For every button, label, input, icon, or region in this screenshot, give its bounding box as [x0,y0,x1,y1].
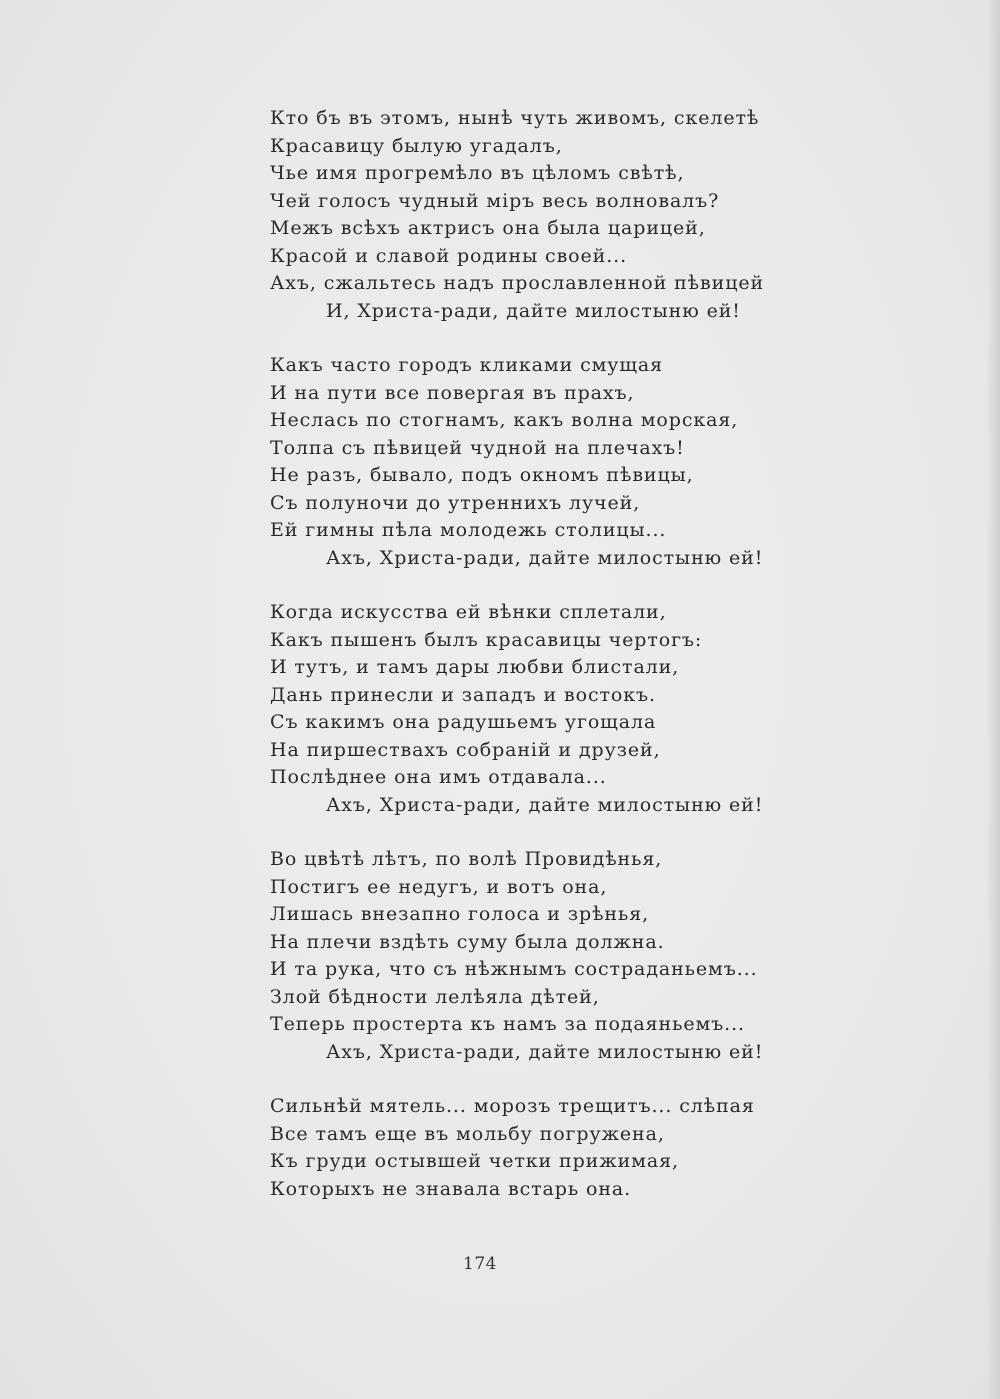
poem-line: Красой и славой родины своей... [270,244,628,267]
stanza-2 [270,352,830,572]
poem-line: Которыхъ не знавала встарь она. [270,1177,632,1200]
poem-line: Лишась внезапно голоса и зрѣнья, [270,903,650,925]
poem-line: Дань принесли и западъ и востокъ. [270,683,656,706]
poem-line: Межъ всѣхъ актрисъ она была царицей, [270,217,706,239]
stanza-5 [270,1093,830,1203]
poem-line: Толпа съ пѣвицей чудной на плечахъ! [270,436,685,459]
stanza-4 [270,846,830,1066]
refrain-line: Ахъ, Христа-ради, дайте милостыню ей! [326,793,764,816]
poem-line: Послѣднее она имъ отдавала... [270,766,607,788]
page-number: 174 [463,1254,497,1274]
poem-line: Все тамъ еще въ мольбу погружена, [270,1122,665,1145]
poem-text [270,105,830,1230]
stanza-3 [270,599,830,819]
refrain-line: И, Христа-ради, дайте милостыню ей! [326,299,741,322]
poem-line: И тутъ, и тамъ дары любви блистали, [270,656,680,678]
stanza-1 [270,105,830,325]
refrain-line: Ахъ, Христа-ради, дайте милостыню ей! [326,1040,764,1063]
poem-line: Во цвѣтѣ лѣтъ, по волѣ Провидѣнья, [270,848,663,870]
refrain-line: Ахъ, Христа-ради, дайте милостыню ей! [326,546,764,569]
poem-line: Чье имя прогремѣло въ цѣломъ свѣтѣ, [270,162,685,184]
page-edge-shadow [986,0,1000,1399]
poem-line: На плечи вздѣть суму была должна. [270,930,665,953]
poem-line: На пиршествахъ собраній и друзей, [270,738,661,761]
poem-line: Ей гимны пѣла молодежь столицы... [270,519,667,541]
poem-line: Кто бъ въ этомъ, нынѣ чуть живомъ, скелетѣ [270,107,760,129]
poem-line: И та рука, что съ нѣжнымъ состраданьемъ... [270,958,758,980]
poem-line: Теперь простерта къ намъ за подаяньемъ... [270,1013,745,1035]
poem-line: Съ какимъ она радушьемъ угощала [270,711,657,733]
poem-line: Постигъ ее недугъ, и вотъ она, [270,875,608,898]
poem-line: И на пути все повергая въ прахъ, [270,381,635,404]
poem-line: Не разъ, бывало, подъ окномъ пѣвицы, [270,464,694,486]
poem-line: Чей голосъ чудный міръ весь волновалъ? [270,189,720,212]
poem-line: Какъ пышенъ былъ красавицы чертогъ: [270,628,703,651]
poem-line: Къ груди остывшей четки прижимая, [270,1150,679,1172]
poem-line: Когда искусства ей вѣнки сплетали, [270,601,667,623]
poem-line: Сильнѣй мятель... морозъ трещитъ... слѣпая [270,1095,755,1117]
poem-line: Красавицу былую угадалъ, [270,134,563,157]
poem-line: Неслась по стогнамъ, какъ волна морская, [270,409,739,431]
poem-line: Злой бѣдности лелѣяла дѣтей, [270,985,600,1008]
poem-line: Какъ часто городъ кликами смущая [270,354,664,376]
poem-line: Съ полуночи до утреннихъ лучей, [270,491,641,514]
poem-line: Ахъ, сжальтесь надъ прославленной пѣвицей [270,272,765,294]
